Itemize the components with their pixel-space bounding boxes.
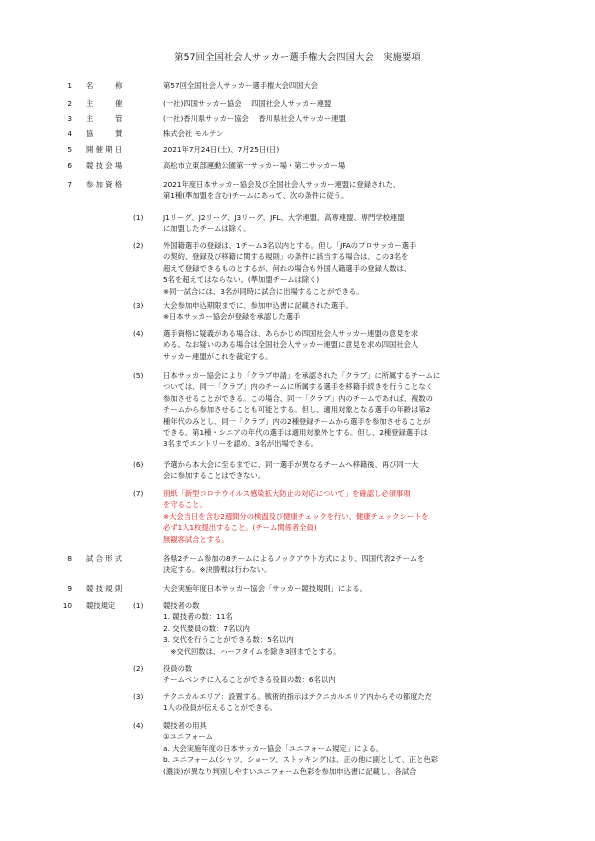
text-line: める。なお疑いのある場合は全国社会人サッカー連盟に意見を求め四国社会人: [163, 340, 419, 350]
item-label: 名 称: [86, 81, 123, 90]
item-label: 開 催 期 日: [86, 145, 123, 154]
item-label: 主 催: [86, 99, 123, 108]
text-line: 2. 交代要員の数：7名以内: [163, 623, 250, 633]
item-value: 2021年7月24日(土)、7月25日(日): [163, 145, 280, 154]
sub-text: [163, 212, 508, 235]
item-number: 5: [67, 145, 72, 154]
item-value: [163, 179, 508, 202]
item-number: 8: [67, 554, 72, 563]
item-value: 第57回全国社会人サッカー選手権大会四国大会: [163, 81, 319, 90]
item-number: 7: [67, 180, 72, 189]
text-line: 役員の数: [163, 664, 193, 673]
text-line: 選手資格に疑義がある場合は、あらかじめ四国社会人サッカー連盟の意見を求: [163, 329, 419, 338]
item-number: 10: [62, 601, 72, 610]
item-value: (一社)四国サッカー協会 四国社会人サッカー連盟: [163, 99, 332, 108]
item-number: 3: [67, 114, 72, 123]
text-line: (濃淡)が異なり判別しやすいユニフォーム色彩を参加申込書に記載し、各試合: [163, 766, 417, 776]
sub-number: (4): [133, 721, 144, 730]
sub-text: [163, 328, 508, 362]
text-line: ついては、同一「クラブ」内のチームに所属する選手を移籍手続きを行うことなく: [163, 382, 433, 392]
sub-text: [163, 720, 508, 777]
sub-number: (5): [133, 371, 144, 380]
text-line: ※同一試合には、3名が同時に試合に出場することができる。: [163, 286, 364, 296]
text-line: ※交代回数は、ハーフタイムを除き3回までとする。: [163, 646, 341, 656]
item-number: 2: [67, 99, 72, 108]
text-line: テクニカルエリア：設置する。戦術的指示はテクニカルエリア内からその都度ただ: [163, 692, 433, 701]
text-line: 第1種(準加盟を含む)チームにあって、次の条件に従う。: [163, 191, 349, 201]
item-label: 協 賛: [86, 129, 123, 138]
text-line: 参加させることができる。この場合、同一「クラブ」内のチームであれば、複数の: [163, 393, 433, 403]
text-line: チームベンチに入ることができる役員の数：6名以内: [163, 675, 336, 685]
item-number: 1: [67, 81, 72, 90]
item-label: 参 加 資 格: [86, 180, 123, 189]
text-line: 競技者の用具: [163, 721, 207, 730]
text-line: 5名を超えてはならない。(準加盟チームは除く): [163, 275, 320, 285]
text-line: ※日本サッカー協会が登録を承認した選手: [163, 312, 301, 322]
text-line: ※大会当日を含む2週間分の検温及び健康チェックを行い、健康チェックシートを: [163, 511, 429, 521]
sub-number: (1): [133, 213, 144, 222]
sub-number: (3): [133, 692, 144, 701]
item-value: 高松市立東部運動公園第一サッカー場・第二サッカー場: [163, 161, 346, 170]
item-label: 競 技 会 場: [86, 161, 123, 170]
sub-number: (4): [133, 329, 144, 338]
text-line: ①ユニフォーム: [163, 732, 213, 742]
item-number: 9: [67, 584, 72, 593]
sub-text: [163, 459, 508, 482]
item-value: 大会実施年度日本サッカー協会「サッカー競技規則」による。: [163, 584, 368, 593]
text-line: に加盟したチームは除く。: [163, 224, 251, 234]
sub-text: [163, 300, 508, 323]
text-line: 無観客試合とする。: [163, 534, 229, 544]
text-line: 日本サッカー協会により「クラブ申請」を承認された「クラブ」に所属するチームに: [163, 371, 441, 380]
sub-text: [163, 600, 508, 657]
text-line: 3. 交代を行うことができる数：5名以内: [163, 635, 294, 645]
text-line: 予選から本大会に至るまでに、同一選手が異なるチームへ移籍後、再び同一大: [163, 460, 419, 469]
sub-number: (7): [133, 489, 144, 498]
text-line: できる。第1種・シニアの年代の選手は適用対象外とする。但し、2種登録選手は: [163, 428, 428, 438]
text-line: 各県2チーム参加の8チームによるノックアウト方式により、四国代表2チームを: [163, 554, 425, 563]
sub-number: (2): [133, 664, 144, 673]
text-line: 1人の役員が伝えることができる。: [163, 703, 278, 713]
sub-text: [163, 370, 508, 450]
text-line: 大会参加申込期限までに、参加申込書に記載された選手。: [163, 301, 353, 310]
text-line: の契約、登録及び移籍に関する規則」の条件に該当する場合は、この3名を: [163, 252, 409, 262]
text-line: を守ること。: [163, 500, 207, 510]
item-label: 競 技 規 則: [86, 584, 123, 593]
text-line: J1リーグ、J2リーグ、J3リーグ、JFL、大学連盟、高専連盟、専門学校連盟: [163, 213, 405, 222]
text-line: 外国籍選手の登録は、1チーム3名以内とする。但し「JFAのプロサッカー選手: [163, 241, 417, 250]
item-value: 株式会社 モルテン: [163, 129, 224, 138]
item-value: [163, 553, 508, 576]
text-line: 種年代のみとし、同一「クラブ」内の2種登録チームから選手を参加させることが: [163, 416, 431, 426]
item-value: (一社)香川県サッカー協会 香川県社会人サッカー連盟: [163, 114, 346, 123]
sub-text: [163, 240, 508, 297]
sub-number: (1): [133, 601, 144, 610]
text-line: 2021年度日本サッカー協会及び全国社会人サッカー連盟に登録された、: [163, 180, 401, 189]
sub-number: (6): [133, 460, 144, 469]
item-number: 4: [67, 129, 72, 138]
item-number: 6: [67, 161, 72, 170]
sub-text: [163, 691, 508, 714]
covid-notice: [163, 488, 508, 545]
text-line: 別紙「新型コロナウイルス感染拡大防止の対応について」を確認し必須事項: [163, 489, 411, 498]
text-line: 超えて登録できるものとするが、何れの場合も外国人籍選手の登録人数は、: [163, 263, 412, 273]
text-line: 必ず1人1枚提出すること。(チーム関係者全員): [163, 523, 317, 533]
text-line: 会に参加することはできない。: [163, 471, 266, 481]
sub-number: (2): [133, 241, 144, 250]
text-line: サッカー連盟がこれを裁定する。: [163, 351, 273, 361]
sub-number: (3): [133, 301, 144, 310]
text-line: b. ユニフォーム(シャツ、ショーツ、ストッキング)は、正の他に副として、正と色彩: [163, 755, 439, 765]
text-line: 競技者の数: [163, 601, 200, 610]
item-label: 競技規定: [86, 601, 116, 610]
text-line: 3名までエントリーを認め、3名が出場できる。: [163, 439, 318, 449]
text-line: a. 大会実施年度の日本サッカー協会「ユニフォーム規定」による。: [163, 743, 384, 753]
text-line: 1. 競技者の数：11名: [163, 612, 233, 622]
document-title: 第57回全国社会人サッカー選手権大会四国大会 実施要項: [174, 52, 421, 63]
text-line: 決定する。※決勝戦は行わない。: [163, 565, 272, 575]
item-label: 主 管: [86, 114, 123, 123]
text-line: チームから参加させることも可能とする。但し、適用対象となる選手の年齢は第2: [163, 405, 431, 415]
sub-text: [163, 663, 508, 686]
item-label: 試 合 形 式: [86, 554, 123, 563]
